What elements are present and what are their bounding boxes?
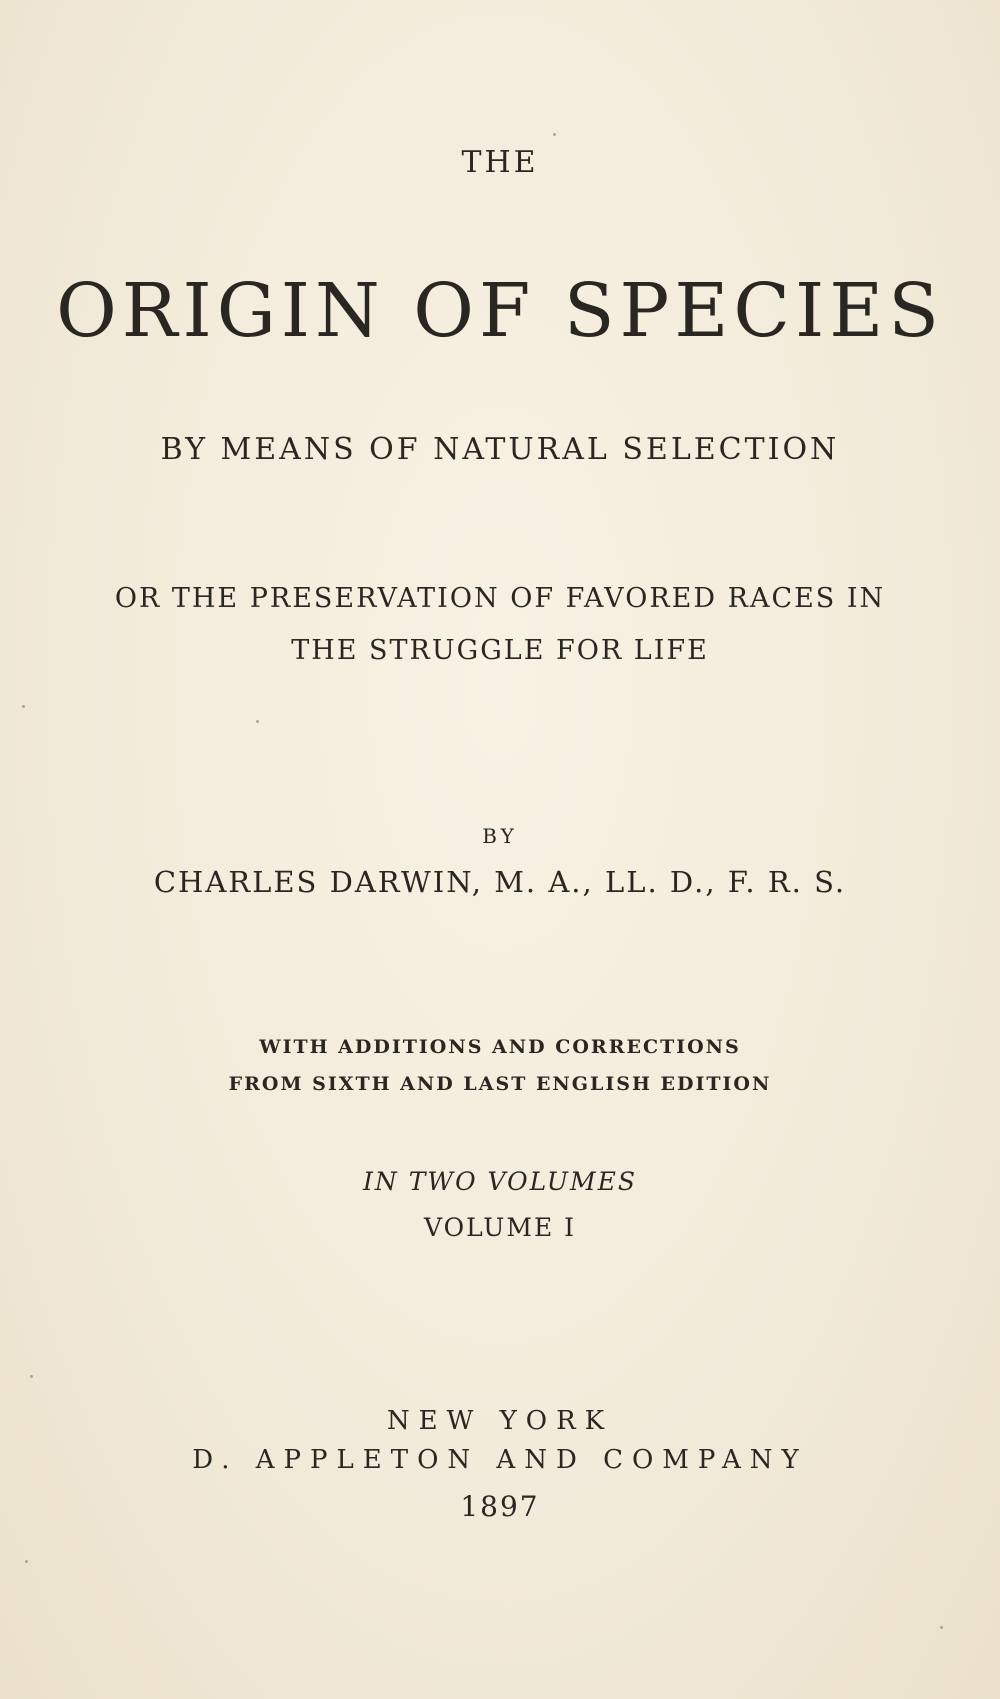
paper-speck xyxy=(940,1626,943,1629)
paper-speck xyxy=(22,705,25,708)
alternate-title-line-2: THE STRUGGLE FOR LIFE xyxy=(291,635,709,666)
book-title: ORIGIN OF SPECIES xyxy=(56,268,944,354)
volume-number: VOLUME I xyxy=(423,1213,577,1242)
edition-note-line-2: FROM SIXTH AND LAST ENGLISH EDITION xyxy=(228,1073,772,1095)
publisher-name: D. APPLETON AND COMPANY xyxy=(192,1445,808,1475)
paper-speck xyxy=(30,1375,33,1378)
volumes-note: IN TWO VOLUMES xyxy=(363,1167,637,1196)
publication-year: 1897 xyxy=(460,1490,540,1523)
publisher-city: NEW YORK xyxy=(386,1406,614,1436)
paper-speck xyxy=(553,133,556,136)
by-label: BY xyxy=(482,824,518,848)
title-article: THE xyxy=(461,145,539,180)
paper-speck xyxy=(25,1560,28,1563)
author-name: CHARLES DARWIN, M. A., LL. D., F. R. S. xyxy=(153,865,847,899)
subtitle: BY MEANS OF NATURAL SELECTION xyxy=(160,432,840,467)
paper-speck xyxy=(256,720,259,723)
edition-note-line-1: WITH ADDITIONS AND CORRECTIONS xyxy=(259,1036,741,1058)
alternate-title-line-1: OR THE PRESERVATION OF FAVORED RACES IN xyxy=(114,583,886,614)
